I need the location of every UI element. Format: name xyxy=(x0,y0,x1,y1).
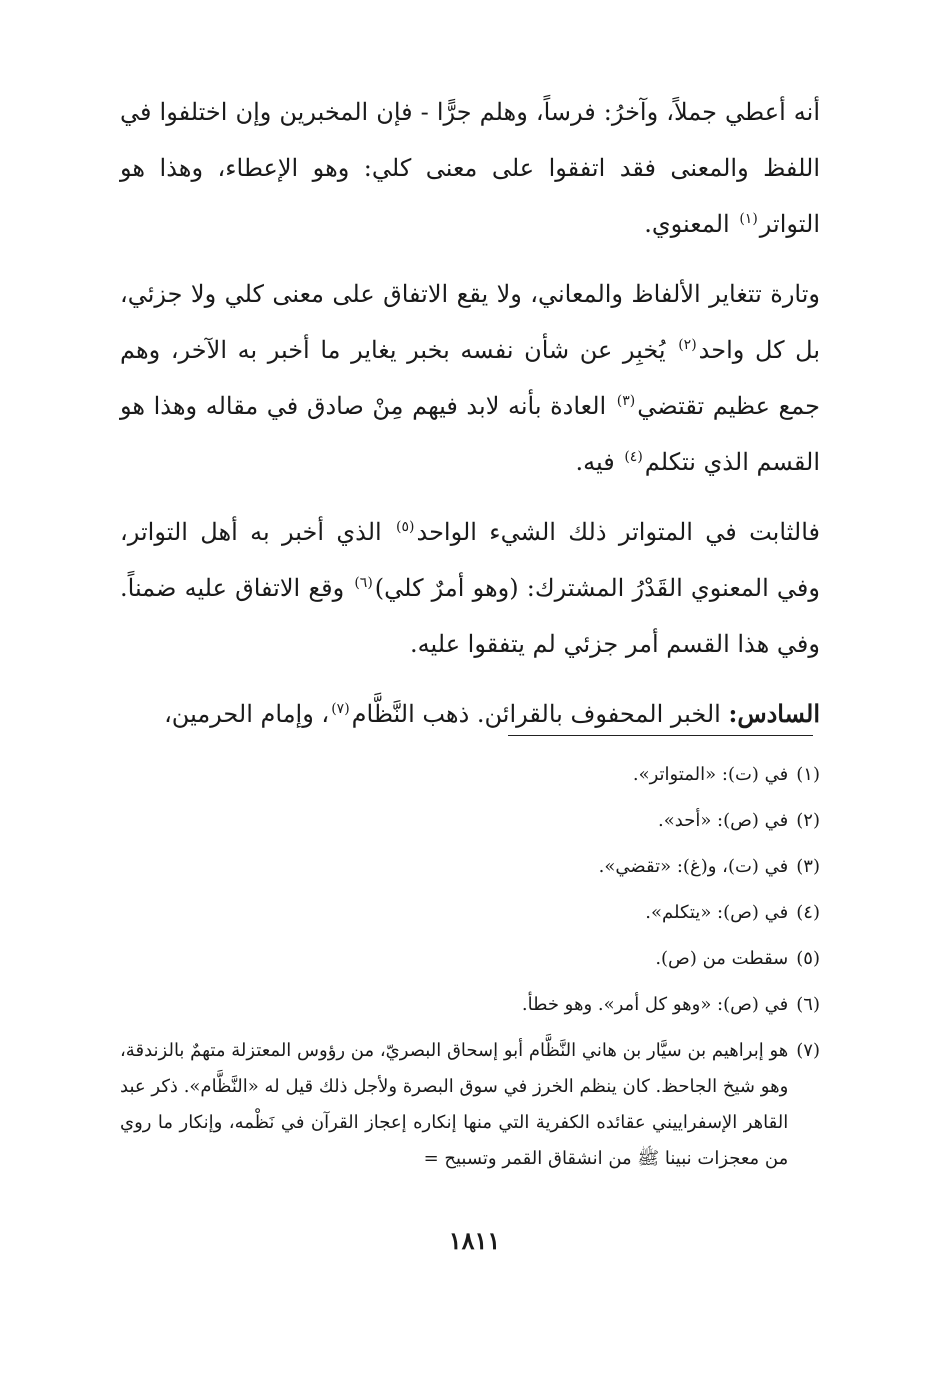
text-run: يُخبِر عن شأن نفسه بخبر يغاير ما أخبر به الآخر، وهم جمع عظيم تقتضي xyxy=(120,336,820,420)
text-run: الذي أخبر به أهل التواتر، وفي المعنوي القَدْرُ المشترك: (وهو أمرٌ كلي) xyxy=(120,518,820,602)
footnote-ref-2[interactable]: (٢) xyxy=(678,337,697,353)
text-run: وقع الاتفاق عليه ضمناً. وفي هذا القسم أمر جزئي لم يتفقوا عليه. xyxy=(120,574,820,658)
paragraph-3 xyxy=(120,504,820,672)
text-run: فيه. xyxy=(575,448,623,476)
footnote-1 xyxy=(120,752,820,798)
text-run: أنه أعطي جملاً، وآخرُ: فرساً، وهلم جرًّا - فإن المخبرين وإن اختلفوا في اللفظ والمعنى فقد اتفقوا على معنى كلي: وهو الإعطاء، وهذا هو التواتر xyxy=(120,98,820,238)
page-number: ١٨١١ xyxy=(448,1226,501,1255)
footnote-ref-6[interactable]: (٦) xyxy=(354,575,373,591)
footnote-text: في (ص): «وهو كل أمر». وهو خطأ. xyxy=(521,994,789,1015)
footnote-number: (٣) xyxy=(796,856,820,877)
footnote-ref-1[interactable]: (١) xyxy=(739,211,758,227)
footnote-text: في (ص): «يتكلم». xyxy=(645,902,789,923)
text-run: المعنوي. xyxy=(644,210,738,238)
footnote-text: في (ت): «المتواتر». xyxy=(632,764,789,785)
footnote-4 xyxy=(120,890,820,936)
footnote-divider xyxy=(508,735,813,736)
text-run: الخبر المحفوف بالقرائن. ذهب النَّظَّام xyxy=(351,700,729,728)
footnote-ref-7[interactable]: (٧) xyxy=(331,701,350,717)
footnote-number: (٦) xyxy=(796,994,820,1015)
footnote-number: (١) xyxy=(796,764,820,785)
footnote-ref-3[interactable]: (٣) xyxy=(616,393,636,409)
footnote-number: (٢) xyxy=(796,810,820,831)
footnote-number: (٧) xyxy=(796,1040,820,1061)
footnote-6 xyxy=(120,982,820,1028)
paragraph-1 xyxy=(120,84,820,252)
text-run: العادة بأنه لابد فيهم مِنْ صادق في مقاله وهذا هو القسم الذي نتكلم xyxy=(120,392,820,476)
footnote-number: (٤) xyxy=(796,902,820,923)
footnotes xyxy=(120,752,820,1177)
footnote-number: (٥) xyxy=(796,948,820,969)
section-heading: السادس: xyxy=(728,699,820,728)
footnote-text: في (ت)، و(غ): «تقضي». xyxy=(598,856,789,877)
footnote-text: هو إبراهيم بن سيَّار بن هاني النَّظَّام أبو إسحاق البصريّ، من رؤوس المعتزلة متهمٌ بالزندقة، وهو شيخ الجاحظ. كان ينظم الخرز في سوق البصرة ولأجل ذلك قيل له «النَّظَّام». ذكر عبد القاهر الإسفراييني عقائده الكفرية التي منها إنكاره إعجاز القرآن في نَظْمه، وإنكار ما روي من معجزات نبينا ﷺ من انشقاق القمر وتسبيح = xyxy=(120,1040,789,1169)
footnote-text: في (ص): «أحد». xyxy=(658,810,789,831)
text-run: وتارة تتغاير الألفاظ والمعاني، ولا يقع الاتفاق على معنى كلي ولا جزئي، بل كل واحد xyxy=(120,280,821,364)
paragraph-2 xyxy=(120,266,820,490)
text-run: ، وإمام الحرمين، xyxy=(164,700,330,728)
footnote-3 xyxy=(120,844,820,890)
footnote-5 xyxy=(120,936,820,982)
footnote-2 xyxy=(120,798,820,844)
footnote-ref-4[interactable]: (٤) xyxy=(624,449,643,465)
main-text xyxy=(120,84,820,742)
footnote-7 xyxy=(120,1033,820,1177)
paragraph-4 xyxy=(120,686,820,742)
footnote-text: سقطت من (ص). xyxy=(655,948,789,969)
footnote-ref-5[interactable]: (٥) xyxy=(396,519,415,535)
text-run: فالثابت في المتواتر ذلك الشيء الواحد xyxy=(416,518,820,546)
